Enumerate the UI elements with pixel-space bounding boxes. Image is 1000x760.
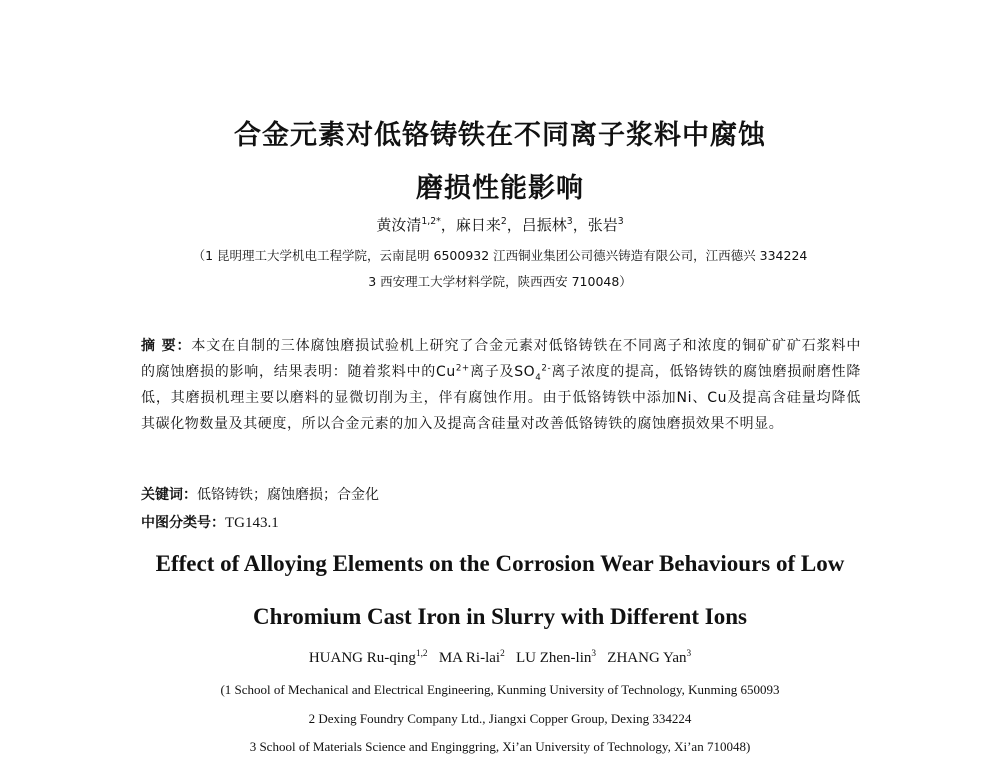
author-separator: ， <box>572 216 588 234</box>
so4-ion-charge: 2- <box>541 363 552 374</box>
author-cn-affil-mark: 2 <box>500 216 507 227</box>
author-en: LU Zhen-lin <box>515 650 592 666</box>
author-en-affil-mark: 3 <box>591 649 597 659</box>
author-separator: ， <box>440 216 456 234</box>
affiliation-cn-line-2: 3 西安理工大学材料学院，陕西西安 710048） <box>368 274 632 289</box>
author-separator: ， <box>506 216 522 234</box>
author-cn-affil-mark: 3 <box>566 216 573 227</box>
title-cn-line-2: 磨损性能影响 <box>416 173 584 204</box>
classification-value: TG143.1 <box>225 515 279 531</box>
title-en-line-2: Chromium Cast Iron in Slurry with Different Ions <box>253 604 747 629</box>
title-cn-line-1: 合金元素对低铬铸铁在不同离子浆料中腐蚀 <box>234 120 766 151</box>
so4-subscript: 4 <box>535 372 542 383</box>
abstract-text-part-2: 离子及SO <box>469 364 536 380</box>
author-en-affil-mark: 2 <box>500 649 505 659</box>
title-en-line-1: Effect of Alloying Elements on the Corrosion Wear Behaviours of Low <box>155 551 845 576</box>
keywords-cn <box>141 484 379 504</box>
author-cn: 张岩 <box>587 216 618 234</box>
affiliation-en-line-1: (1 School of Mechanical and Electrical Engineering, Kunming University of Technology, Kunming 650093 <box>220 682 780 697</box>
cu-ion-charge: 2+ <box>455 363 470 374</box>
affiliation-en-line-2: 2 Dexing Foundry Company Ltd., Jiangxi Copper Group, Dexing 334224 <box>308 711 692 726</box>
author-cn: 吕振林 <box>521 216 567 234</box>
affiliation-en-line-3: 3 School of Materials Science and Enginggring, Xi’an University of Technology, Xi’an 710048) <box>249 739 751 754</box>
keywords-label: 关键词： <box>141 487 197 503</box>
abstract-text-part-1: 本文在自制的三体腐蚀磨损试验机上研究了合金元素对低铬铸铁在不同离子和浓度的铜矿矿矿石浆料中的腐蚀磨损的影响，结果表明：随着浆料中的Cu <box>141 338 861 380</box>
author-en-affil-mark: 1,2 <box>415 649 428 659</box>
classification-number <box>141 512 279 532</box>
author-en: HUANG Ru-qing <box>308 650 416 666</box>
abstract-label: 摘 要： <box>141 338 192 354</box>
abstract-cn <box>141 333 861 437</box>
author-en: ZHANG Yan <box>607 650 687 666</box>
author-cn-affil-mark: 3 <box>617 216 624 227</box>
classification-label: 中图分类号： <box>141 515 225 531</box>
keywords-text: 低铬铸铁；腐蚀磨损；合金化 <box>197 487 379 503</box>
abstract-text-part-3: 离子浓度的提高，低铬铸铁的腐蚀磨损耐磨性降低，其磨损机理主要以磨料的显微切削为主，伴有腐蚀作用。由于低铬铸铁中添加Ni、Cu及提高含硅量均降低其碳化物数量及其硬度，所以合金元素的加入及提高含硅量对改善低铬铸铁的腐蚀磨损效果不明显。 <box>141 364 861 432</box>
authors-cn <box>0 214 1000 235</box>
author-en-affil-mark: 3 <box>686 649 692 659</box>
authors-en <box>0 650 1000 667</box>
author-en: MA Ri-lai <box>438 650 501 666</box>
affiliation-cn-line-1: （1 昆明理工大学机电工程学院，云南昆明 6500932 江西铜业集团公司德兴铸造有限公司，江西德兴 334224 <box>192 248 808 263</box>
author-cn: 黄汝清 <box>376 216 422 234</box>
author-cn: 麻日来 <box>455 216 501 234</box>
author-cn-affil-mark: 1,2* <box>421 216 441 227</box>
